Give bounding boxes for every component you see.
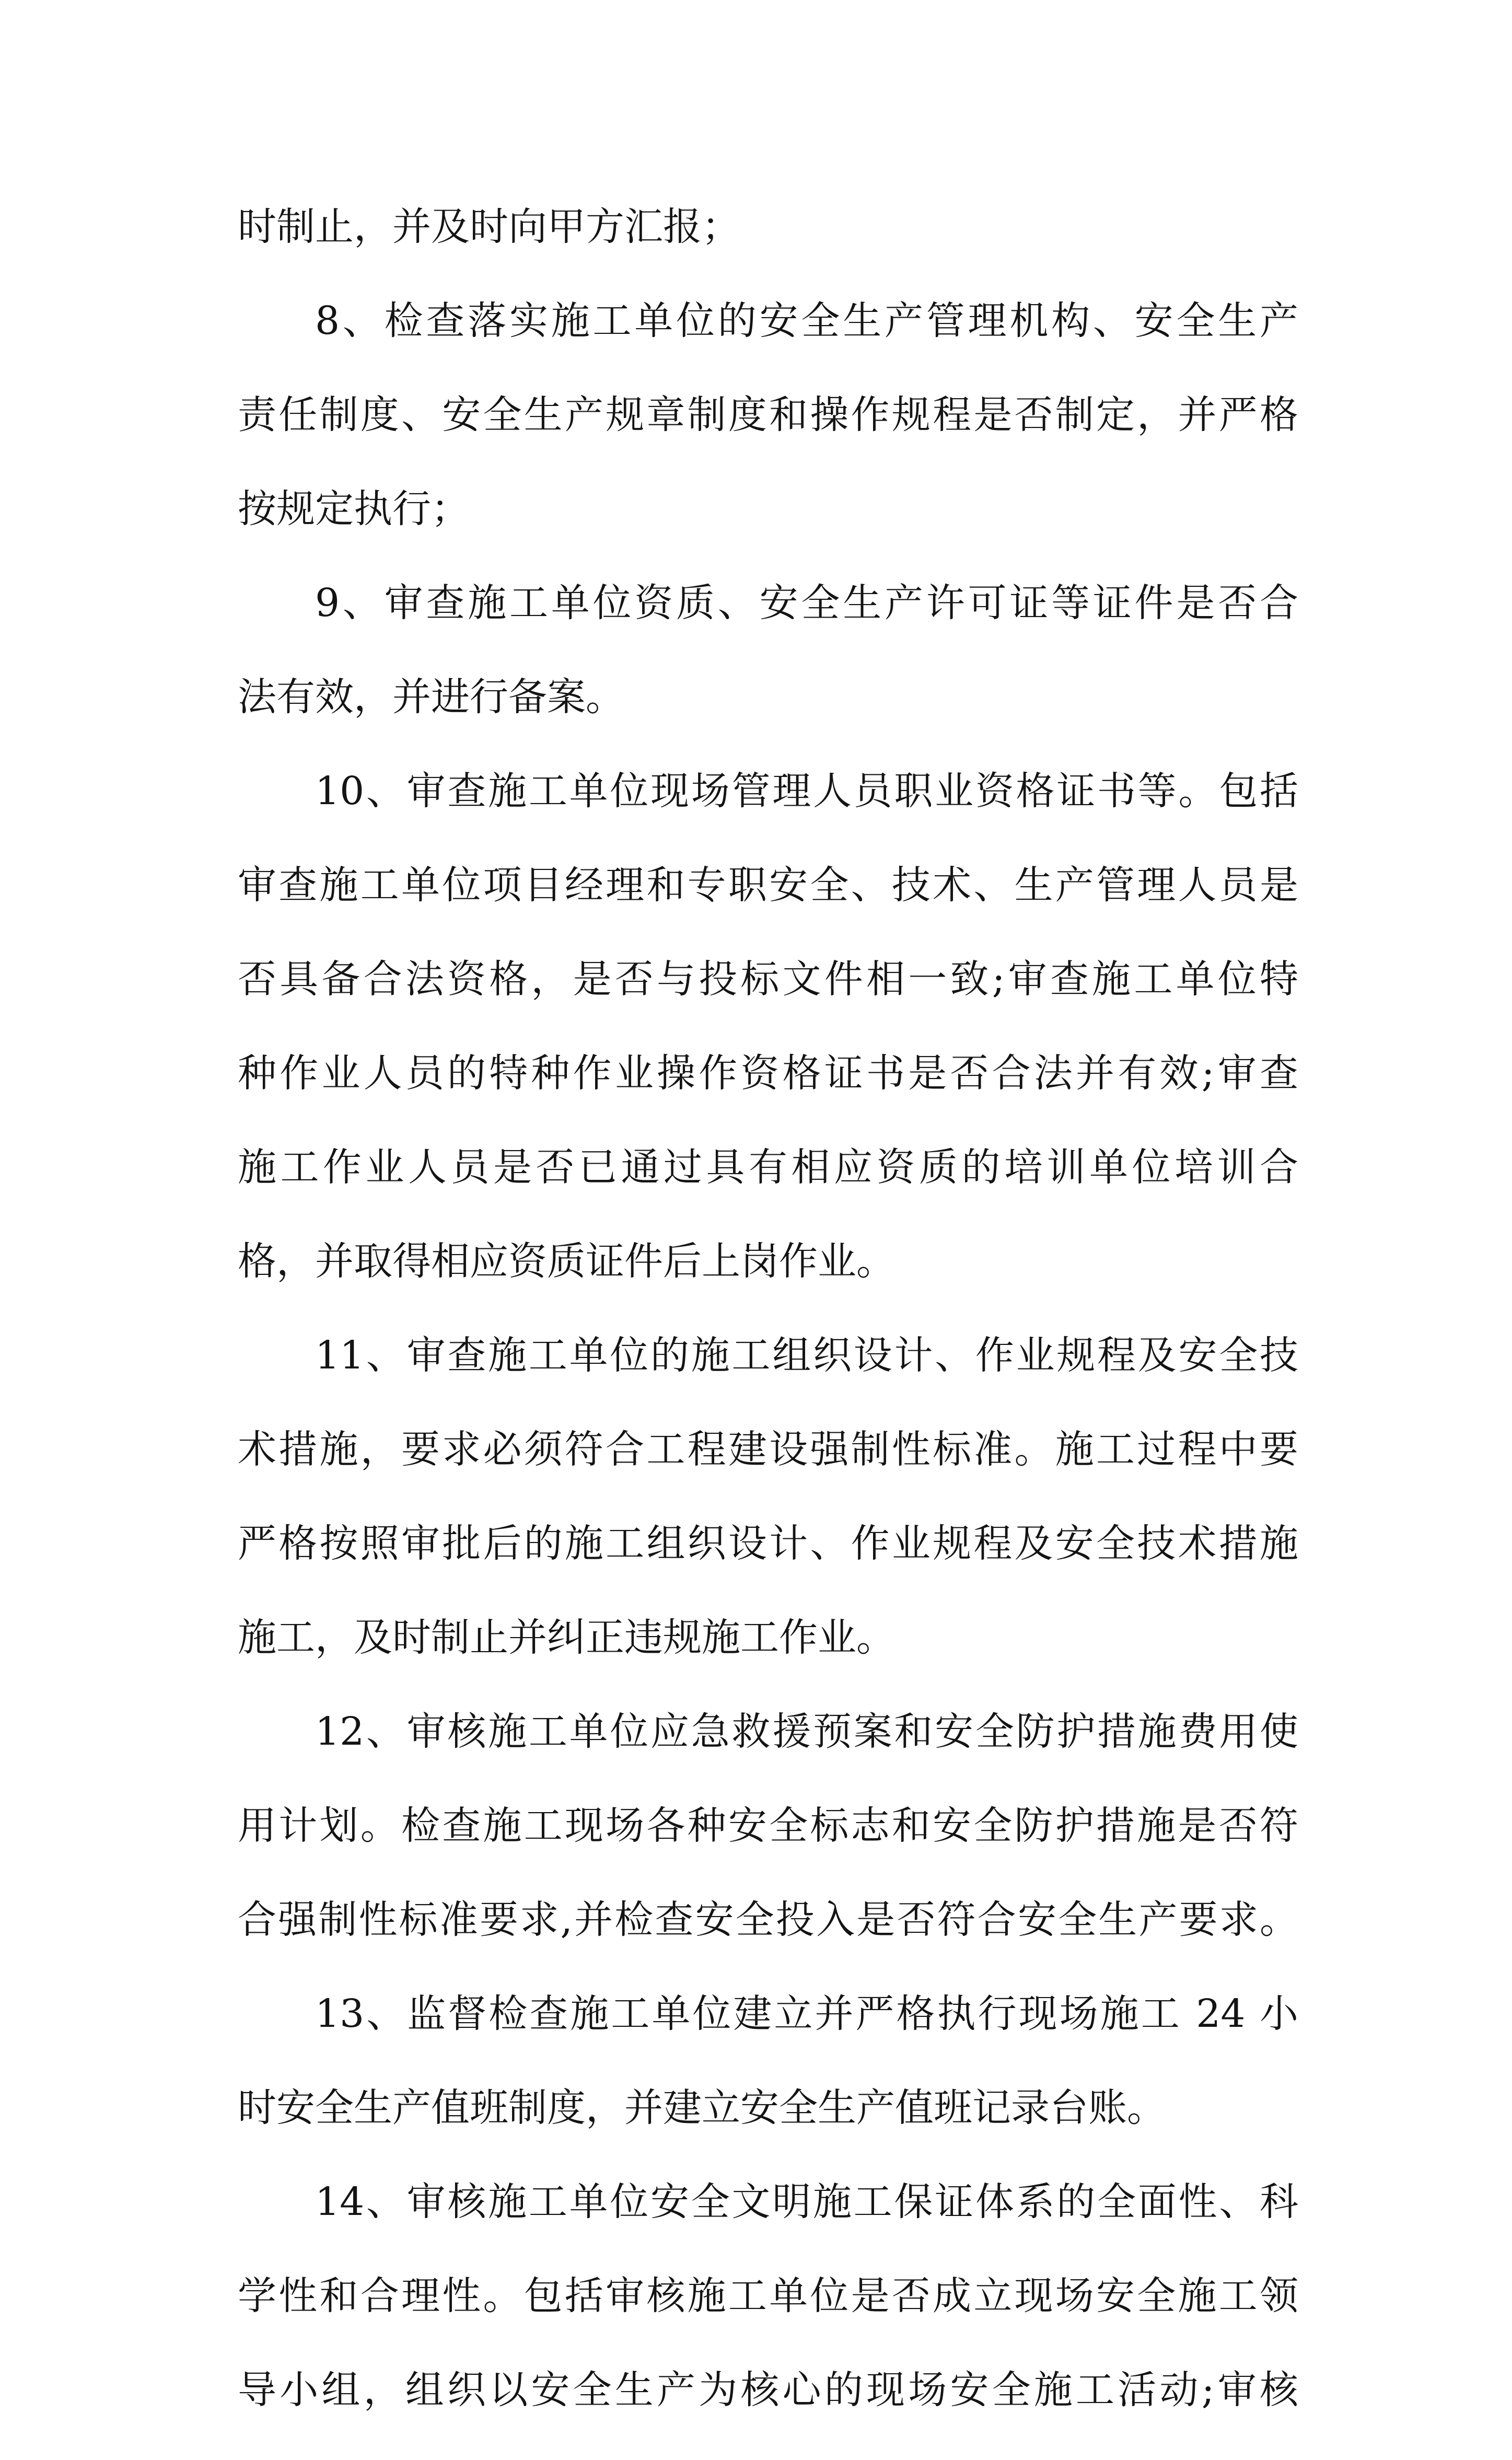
text-line: 术措施，要求必须符合工程建设强制性标准。施工过程中要	[238, 1427, 1298, 1472]
text-line: 14、审核施工单位安全文明施工保证体系的全面性、科	[315, 2179, 1298, 2224]
text-line: 导小组，组织以安全生产为核心的现场安全施工活动;审核	[238, 2368, 1298, 2412]
text-line: 9、审查施工单位资质、安全生产许可证等证件是否合	[315, 581, 1298, 625]
text-line: 法有效，并进行备案。	[238, 675, 624, 720]
text-line: 责任制度、安全生产规章制度和操作规程是否制定，并严格	[238, 392, 1298, 437]
text-line: 审查施工单位项目经理和专职安全、技术、生产管理人员是	[238, 863, 1298, 908]
text-line: 11、审查施工单位的施工组织设计、作业规程及安全技	[315, 1333, 1298, 1378]
text-line: 合强制性标准要求,并检查安全投入是否符合安全生产要求。	[238, 1897, 1298, 1942]
document-body	[238, 203, 1298, 2460]
text-line: 严格按照审批后的施工组织设计、作业规程及安全技术措施	[238, 1521, 1298, 1566]
text-line: 用计划。检查施工现场各种安全标志和安全防护措施是否符	[238, 1803, 1298, 1848]
text-line: 10、审查施工单位现场管理人员职业资格证书等。包括	[315, 769, 1298, 814]
text-line: 13、监督检查施工单位建立并严格执行现场施工 24 小	[315, 1991, 1298, 2036]
text-line: 8、检查落实施工单位的安全生产管理机构、安全生产	[315, 298, 1298, 343]
text-line: 否具备合法资格，是否与投标文件相一致;审查施工单位特	[238, 957, 1298, 1002]
text-line: 施工，及时制止并纠正违规施工作业。	[238, 1615, 895, 1660]
text-line: 格，并取得相应资质证件后上岗作业。	[238, 1239, 895, 1284]
text-line: 时安全生产值班制度，并建立安全生产值班记录台账。	[238, 2085, 1166, 2130]
text-line: 学性和合理性。包括审核施工单位是否成立现场安全施工领	[238, 2273, 1298, 2318]
text-line: 按规定执行；	[238, 486, 470, 531]
text-line: 施工作业人员是否已通过具有相应资质的培训单位培训合	[238, 1145, 1298, 1190]
text-line: 种作业人员的特种作业操作资格证书是否合法并有效;审查	[238, 1051, 1298, 1096]
text-line: 时制止，并及时向甲方汇报；	[238, 204, 740, 249]
text-line: 12、审核施工单位应急救援预案和安全防护措施费用使	[315, 1709, 1298, 1754]
